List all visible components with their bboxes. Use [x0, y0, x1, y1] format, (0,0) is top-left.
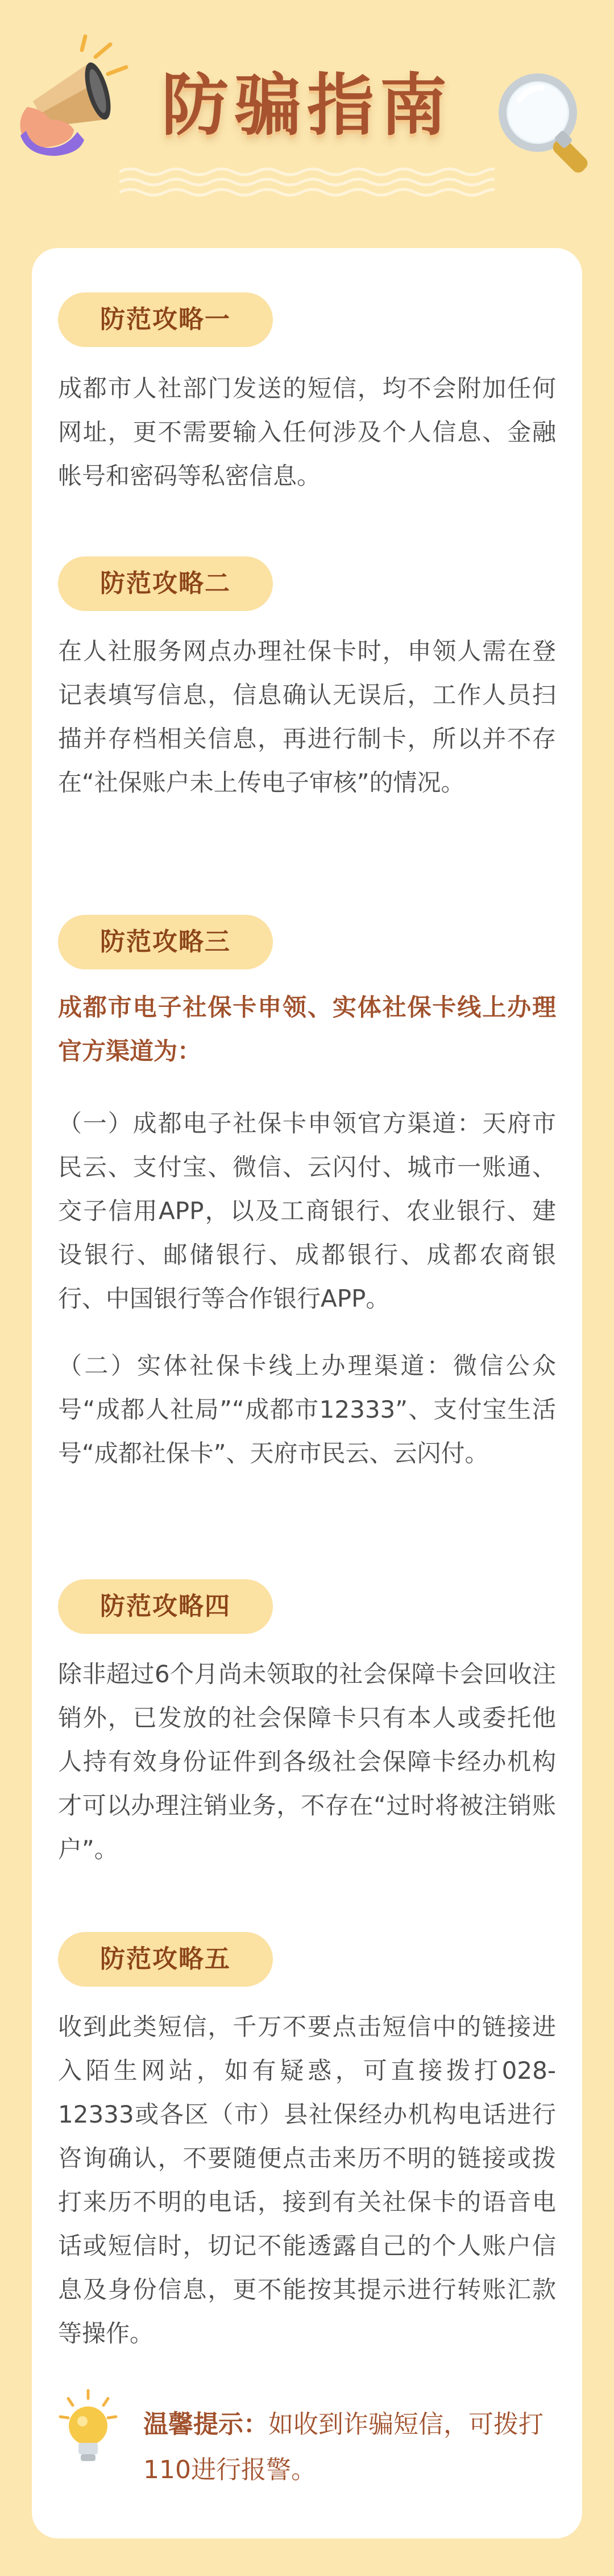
tip-text — [143, 2402, 564, 2493]
section-paragraph: （二）实体社保卡线上办理渠道：微信公众号“成都人社局”“成都市12333”、支付宝生活号“成都社保卡”、天府市民云、云闪付。 — [58, 1352, 556, 1467]
header — [0, 0, 614, 239]
section-paragraph: （一）成都电子社保卡申领官方渠道：天府市民云、支付宝、微信、云闪付、城市一账通、交子信用APP，以及工商银行、农业银行、建设银行、邮储银行、成都银行、成都农商银行、中国银行等合作银行APP。 — [58, 1109, 556, 1312]
page-title: 防骗指南 — [161, 66, 453, 145]
section-badge: 防范攻略四 — [58, 1579, 273, 1634]
tip-label: 温馨提示： — [143, 2410, 268, 2439]
tip-content: 如收到诈骗短信，可拨打110进行报警。 — [143, 2410, 544, 2484]
section-highlight: 成都市电子社保卡申领、实体社保卡线上办理官方渠道为： — [58, 993, 556, 1065]
section-paragraph: 成都市人社部门发送的短信，均不会附加任何网址，更不需要输入任何涉及个人信息、金融帐号和密码等私密信息。 — [58, 374, 556, 490]
decorative-waves — [119, 165, 495, 199]
magnifier-icon — [493, 68, 607, 182]
lightbulb-icon — [57, 2387, 119, 2472]
section-badge: 防范攻略五 — [58, 1932, 273, 1987]
section-badge: 防范攻略三 — [58, 915, 273, 969]
content-card — [32, 248, 582, 2538]
section-paragraph: 收到此类短信，千万不要点击短信中的链接进入陌生网站，如有疑惑，可直接拨打028-12333或各区（市）县社保经办机构电话进行咨询确认，不要随便点击来历不明的链接或拨打来历不明的电话，接到有关社保卡的语音电话或短信时，切记不能透露自己的个人账户信息及身份信息，更不能按其提示进行转账汇款等操作。 — [58, 2013, 556, 2347]
section-badge: 防范攻略二 — [58, 556, 273, 611]
section-paragraph: 除非超过6个月尚未领取的社会保障卡会回收注销外，已发放的社会保障卡只有本人或委托他人持有效身份证件到各级社会保障卡经办机构才可以办理注销业务，不存在“过时将被注销账户”。 — [58, 1660, 556, 1863]
section-paragraph: 在人社服务网点办理社保卡时，申领人需在登记表填写信息，信息确认无误后，工作人员扫描并存档相关信息，再进行制卡，所以并不存在“社保账户未上传电子审核”的情况。 — [58, 637, 556, 796]
section-badge: 防范攻略一 — [58, 292, 273, 347]
